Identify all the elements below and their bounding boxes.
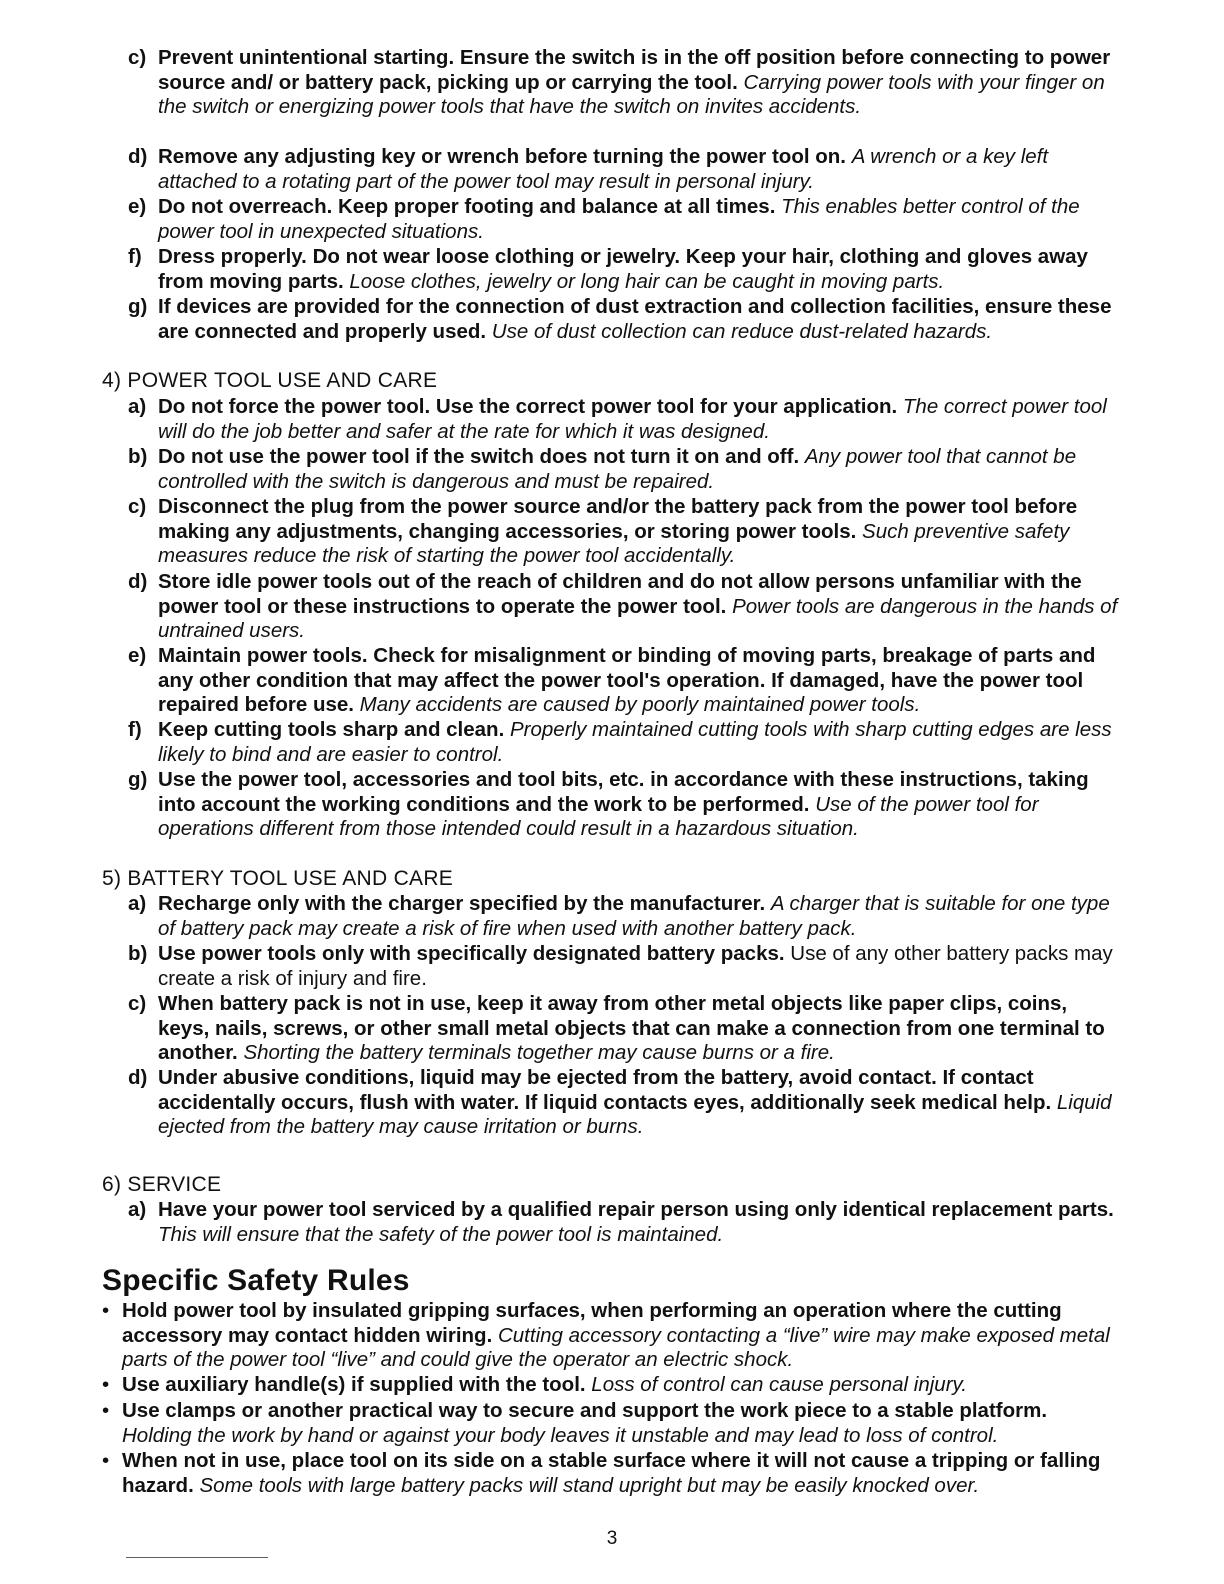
rule-6a: [128, 1198, 1120, 1247]
item-marker: d): [128, 1066, 148, 1089]
rule-bold: Use auxiliary handle(s) if supplied with the tool.: [122, 1373, 586, 1396]
rule-bold: Under abusive conditions, liquid may be ejected from the battery, avoid contact. If contact accidentally occurs, flush with water. If liquid contacts eyes, additionally seek medical help.: [158, 1066, 1052, 1114]
rule-explanation: Use of any other battery packs may create a risk of injury and fire.: [158, 942, 1113, 990]
rule-bold: Use power tools only with specifically designated battery packs.: [158, 942, 785, 965]
specific-rule-3: [102, 1399, 1112, 1448]
rule-5c: [128, 992, 1120, 1066]
rule-bold: Do not use the power tool if the switch does not turn it on and off.: [158, 445, 800, 468]
item-marker: a): [128, 395, 147, 418]
rule-bold: Have your power tool serviced by a qualified repair person using only identical replacement parts.: [158, 1198, 1114, 1221]
rule-bold: If devices are provided for the connection of dust extraction and collection facilities, ensure these are connected and properly used.: [158, 295, 1112, 343]
rule-explanation: Use of the power tool for operations different from those intended could result in a hazardous situation.: [158, 792, 1039, 840]
rule-explanation: Such preventive safety measures reduce the risk of starting the power tool accidentally.: [158, 519, 1070, 567]
rule-explanation: Properly maintained cutting tools with sharp cutting edges are less likely to bind and are easier to control.: [158, 718, 1112, 766]
rule-explanation: Cutting accessory contacting a “live” wire may make exposed metal parts of the power tool “live” and could give the operator an electric shock.: [122, 1323, 1110, 1371]
bullet-marker: •: [102, 1449, 110, 1472]
rule-explanation: A charger that is suitable for one type of battery pack may create a risk of fire when used with another battery pack.: [158, 892, 1110, 940]
rule-4e: [128, 644, 1120, 718]
section-heading-power-tool-use: 4) POWER TOOL USE AND CARE: [102, 369, 438, 392]
rule-bold: Do not force the power tool. Use the correct power tool for your application.: [158, 395, 898, 418]
specific-rule-2: [102, 1373, 1112, 1398]
rule-bold: When battery pack is not in use, keep it away from other metal objects like paper clips, coins, keys, nails, screws, or other small metal objects that can make a connection from one terminal to another.: [158, 992, 1105, 1064]
rule-4c: [128, 495, 1120, 569]
rule-explanation: The correct power tool will do the job better and safer at the rate for which it was designed.: [158, 395, 1107, 443]
rule-explanation: This will ensure that the safety of the power tool is maintained.: [158, 1222, 724, 1246]
rule-explanation: This enables better control of the power tool in unexpected situations.: [158, 195, 1080, 243]
rule-bold: When not in use, place tool on its side on a stable surface where it will not cause a tripping or falling hazard.: [122, 1449, 1101, 1497]
item-marker: f): [128, 718, 142, 741]
item-marker: d): [128, 145, 148, 168]
item-marker: a): [128, 1198, 147, 1221]
item-marker: c): [128, 46, 147, 69]
section-heading-battery-tool-use: 5) BATTERY TOOL USE AND CARE: [102, 867, 454, 890]
rule-3c: [128, 46, 1120, 120]
rule-explanation: Loose clothes, jewelry or long hair can be caught in moving parts.: [349, 269, 945, 293]
rule-bold: Maintain power tools. Check for misalignment or binding of moving parts, breakage of parts and any other condition that may affect the power tool's operation. If damaged, have the power tool repaired before use.: [158, 644, 1096, 716]
rule-bold: Store idle power tools out of the reach of children and do not allow persons unfamiliar with the power tool or these instructions to operate the power tool.: [158, 570, 1082, 618]
item-marker: b): [128, 445, 148, 468]
rule-3f: [128, 245, 1120, 294]
specific-rule-4: [102, 1449, 1112, 1498]
rule-4d: [128, 570, 1120, 644]
specific-safety-rules-title: Specific Safety Rules: [102, 1264, 410, 1297]
rule-bold: Recharge only with the charger specified by the manufacturer.: [158, 892, 766, 915]
rule-5d: [128, 1066, 1120, 1140]
rule-3d: [128, 145, 1120, 194]
rule-5b: [128, 942, 1120, 991]
item-marker: f): [128, 245, 142, 268]
rule-4b: [128, 445, 1120, 494]
rule-bold: Hold power tool by insulated gripping surfaces, when performing an operation where the cutting accessory may contact hidden wiring.: [122, 1299, 1062, 1347]
item-marker: d): [128, 570, 148, 593]
footer-divider: [126, 1557, 268, 1558]
rule-3g: [128, 295, 1120, 344]
bullet-marker: •: [102, 1399, 110, 1422]
rule-bold: Keep cutting tools sharp and clean.: [158, 718, 505, 741]
rule-bold: Use clamps or another practical way to secure and support the work piece to a stable platform.: [122, 1399, 1048, 1422]
rule-explanation: Liquid ejected from the battery may cause irritation or burns.: [158, 1090, 1112, 1138]
item-marker: a): [128, 892, 147, 915]
rule-explanation: Carrying power tools with your finger on the switch or energizing power tools that have the switch on invites accidents.: [158, 70, 1105, 118]
rule-bold: Disconnect the plug from the power source and/or the battery pack from the power tool before making any adjustments, changing accessories, or storing power tools.: [158, 495, 1078, 543]
item-marker: g): [128, 768, 148, 791]
item-marker: e): [128, 644, 147, 667]
rule-explanation: Use of dust collection can reduce dust-related hazards.: [491, 319, 993, 343]
rule-explanation: Shorting the battery terminals together may cause burns or a fire.: [243, 1041, 835, 1064]
rule-explanation: Power tools are dangerous in the hands of untrained users.: [158, 594, 1118, 642]
rule-4g: [128, 768, 1120, 842]
rule-bold: Prevent unintentional starting. Ensure the switch is in the off position before connecting to power source and/ or battery pack, picking up or carrying the tool.: [158, 46, 1111, 94]
rule-explanation: Some tools with large battery packs will stand upright but may be easily knocked over.: [199, 1473, 980, 1497]
page-number: 3: [606, 1528, 618, 1549]
rule-explanation: Many accidents are caused by poorly maintained power tools.: [359, 693, 921, 716]
rule-bold: Use the power tool, accessories and tool bits, etc. in accordance with these instructions, taking into account the working conditions and the work to be performed.: [158, 768, 1089, 816]
rule-bold: Do not overreach. Keep proper footing and balance at all times.: [158, 195, 776, 218]
item-marker: c): [128, 495, 147, 518]
bullet-marker: •: [102, 1299, 110, 1322]
item-marker: g): [128, 295, 148, 318]
rule-explanation: Holding the work by hand or against your body leaves it unstable and may lead to loss of control.: [122, 1423, 999, 1447]
rule-4a: [128, 395, 1120, 444]
rule-explanation: Any power tool that cannot be controlled with the switch is dangerous and must be repaired.: [158, 445, 1077, 493]
rule-explanation: Loss of control can cause personal injury.: [591, 1373, 967, 1396]
rule-4f: [128, 718, 1120, 767]
rule-5a: [128, 892, 1120, 941]
rule-bold: Dress properly. Do not wear loose clothing or jewelry. Keep your hair, clothing and gloves away from moving parts.: [158, 245, 1088, 293]
rule-bold: Remove any adjusting key or wrench before turning the power tool on.: [158, 145, 846, 168]
item-marker: e): [128, 195, 147, 218]
item-marker: b): [128, 942, 148, 965]
item-marker: c): [128, 992, 147, 1015]
rule-3e: [128, 195, 1120, 244]
specific-rule-1: [102, 1299, 1112, 1373]
section-heading-service: 6) SERVICE: [102, 1173, 222, 1196]
bullet-marker: •: [102, 1373, 110, 1396]
rule-explanation: A wrench or a key left attached to a rotating part of the power tool may result in personal injury.: [158, 145, 1049, 193]
